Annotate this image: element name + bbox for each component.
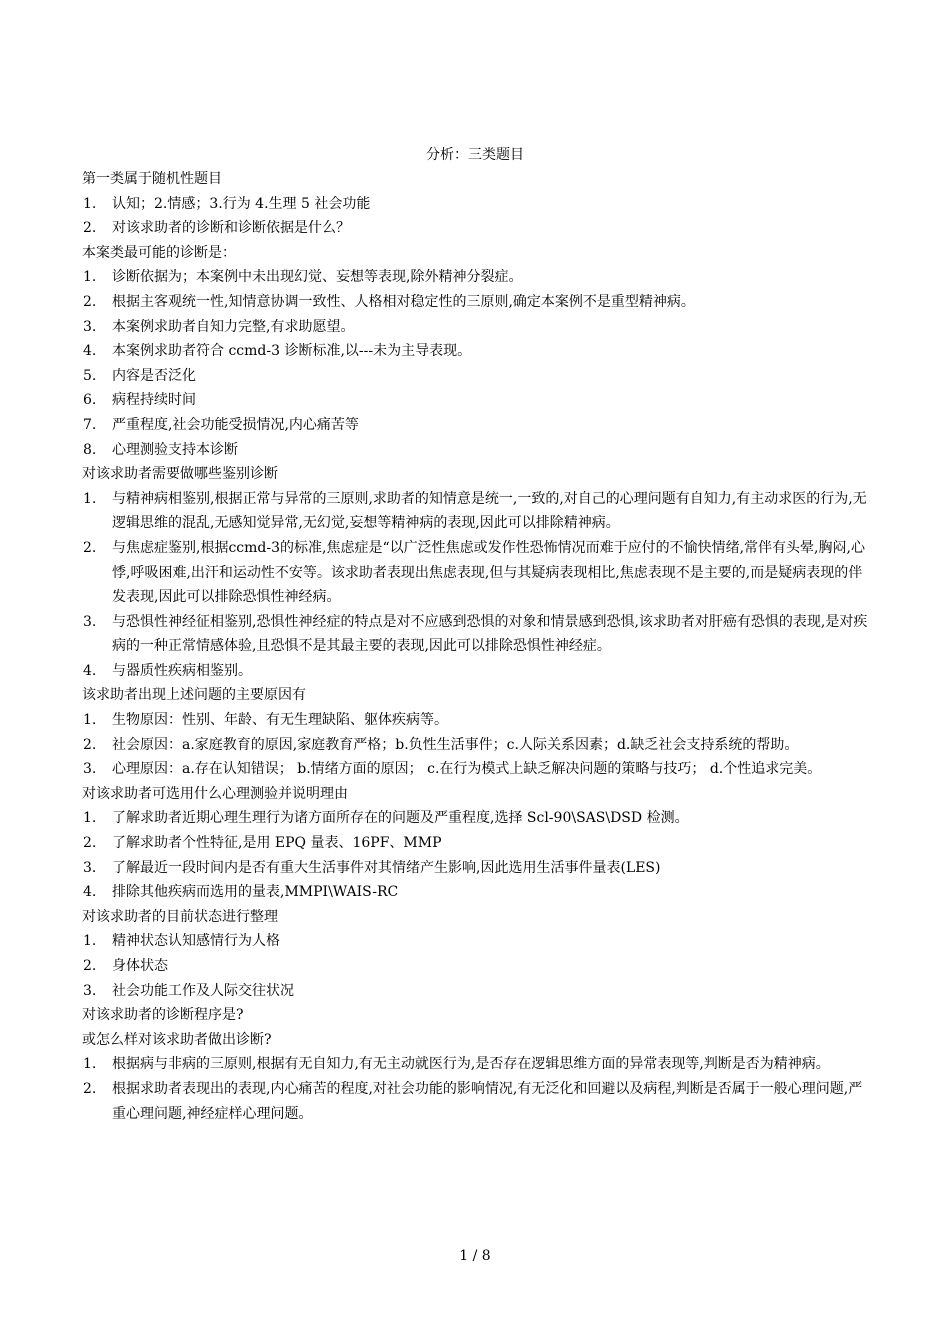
list-item — [82, 831, 872, 856]
list-item-text: 社会功能工作及人际交往状况 — [112, 982, 294, 999]
list-item — [82, 733, 872, 758]
page-title: 分析：三类题目 — [426, 147, 524, 163]
numbered-list — [82, 487, 872, 684]
numbered-list — [82, 192, 872, 241]
list-item — [82, 1052, 872, 1077]
numbered-list — [82, 1052, 872, 1126]
list-item-number: 2. — [83, 1080, 97, 1097]
list-item-text: 严重程度,社会功能受损情况,内心痛苦等 — [112, 416, 359, 433]
list-item-text: 根据病与非病的三原则,根据有无自知力,有无主动就医行为,是否存在逻辑思维方面的异常表现等,判断是否为精神病。 — [112, 1056, 830, 1073]
list-item-text: 本案例求助者自知力完整,有求助愿望。 — [112, 318, 355, 335]
list-item-text: 了解求助者近期心理生理行为诸方面所存在的问题及严重程度,选择 Scl-90\SAS\DSD 检测。 — [112, 810, 689, 827]
list-item — [82, 364, 872, 389]
list-item — [82, 413, 872, 438]
list-item-number: 2. — [83, 539, 97, 556]
list-item-number: 1. — [83, 195, 97, 212]
list-item-number: 2. — [83, 293, 97, 310]
page-number: 1 / 8 — [459, 1248, 491, 1264]
document-body — [82, 167, 872, 1126]
list-item-text: 社会原因：a.家庭教育的原因,家庭教育严格；b.负性生活事件；c.人际关系因素；d.缺乏社会支持系统的帮助。 — [112, 736, 799, 753]
list-item — [82, 856, 872, 881]
list-item-number: 1. — [83, 1056, 97, 1073]
list-item-text: 了解最近一段时间内是否有重大生活事件对其情绪产生影响,因此选用生活事件量表(LES) — [112, 859, 661, 876]
list-item-text: 了解求助者个性特征,是用 EPQ 量表、16PF、MMP — [112, 835, 442, 852]
list-item-text: 与器质性疾病相鉴别。 — [112, 662, 252, 679]
list-item — [82, 438, 872, 463]
section-heading: 本案类最可能的诊断是： — [82, 244, 236, 261]
list-item-number: 3. — [83, 982, 97, 999]
list-item-text: 病程持续时间 — [112, 392, 196, 409]
list-item — [82, 954, 872, 979]
list-item-number: 1. — [83, 810, 97, 827]
section-heading: 第一类属于随机性题目 — [82, 171, 222, 187]
list-item-text: 与精神病相鉴别,根据正常与异常的三原则,求助者的知情意是统一,一致的,对自己的心理问题有自知力,有主动求医的行为,无逻辑思维的混乱,无感知觉异常,无幻觉,妄想等精神病的表现,因此可以排除精神病。 — [112, 490, 867, 532]
list-item-text: 根据主客观统一性,知情意协调一致性、人格相对稳定性的三原则,确定本案例不是重型精神病。 — [112, 293, 695, 310]
numbered-list — [82, 265, 872, 462]
section-heading: 或怎么样对该求助者做出诊断? — [82, 1031, 272, 1048]
list-item — [82, 315, 872, 340]
list-item-text: 本案例求助者符合 ccmd-3 诊断标准,以---未为主导表现。 — [112, 343, 472, 360]
section-heading: 对该求助者可选用什么心理测验并说明理由 — [82, 785, 348, 802]
list-item-text: 心理测验支持本诊断 — [112, 441, 238, 458]
list-item — [82, 536, 872, 610]
list-item-number: 5. — [83, 367, 97, 384]
list-item-text: 根据求助者表现出的表现,内心痛苦的程度,对社会功能的影响情况,有无泛化和回避以及病程,判断是否属于一般心理问题,严重心理问题,神经症样心理问题。 — [112, 1080, 863, 1122]
list-item-number: 1. — [83, 712, 97, 729]
list-item — [82, 216, 872, 241]
list-item-number: 1. — [83, 490, 97, 507]
list-item-text: 与焦虑症鉴别,根据ccmd-3的标准,焦虑症是“以广泛性焦虑或发作性恐怖情况而难于应付的不愉快情绪,常伴有头晕,胸闷,心悸,呼吸困难,出汗和运动性不安等。该求助者表现出焦虑表现,但与其疑病表现相比,焦虑表现不是主要的,而是疑病表现的伴发表现,因此可以排除恐惧性神经病。 — [112, 539, 865, 606]
list-item — [82, 929, 872, 954]
list-item-text: 与恐惧性神经征相鉴别,恐惧性神经症的特点是对不应感到恐惧的对象和情景感到恐惧,该求助者对肝癌有恐惧的表现,是对疾病的一种正常情感体验,且恐惧不是其最主要的表现,因此可以排除恐惧性神经症。 — [112, 613, 868, 655]
list-item-number: 4. — [83, 662, 97, 679]
numbered-list — [82, 806, 872, 904]
list-item — [82, 487, 872, 536]
list-item — [82, 757, 872, 782]
list-item — [82, 806, 872, 831]
list-item-number: 4. — [83, 343, 97, 360]
list-item-number: 3. — [83, 318, 97, 335]
section-heading: 对该求助者的目前状态进行整理 — [82, 908, 278, 925]
list-item-text: 排除其他疾病而选用的量表,MMPI\WAIS-RC — [112, 884, 399, 901]
list-item-text: 精神状态认知感情行为人格 — [112, 933, 280, 950]
list-item — [82, 192, 872, 217]
section-heading: 该求助者出现上述问题的主要原因有 — [82, 687, 306, 704]
section-heading: 对该求助者需要做哪些鉴别诊断 — [82, 466, 278, 483]
list-item — [82, 979, 872, 1004]
section-heading: 对该求助者的诊断程序是? — [82, 1007, 244, 1024]
list-item-number: 2. — [83, 736, 97, 753]
list-item — [82, 1077, 872, 1126]
list-item-text: 心理原因：a.存在认知错误； b.情绪方面的原因； c.在行为模式上缺乏解决问题的策略与技巧； d.个性追求完美。 — [112, 761, 822, 778]
list-item — [82, 708, 872, 733]
list-item-text: 内容是否泛化 — [112, 367, 196, 384]
list-item-number: 2. — [83, 835, 97, 852]
numbered-list — [82, 929, 872, 1003]
list-item — [82, 265, 872, 290]
list-item-text: 认知；2.情感；3.行为 4.生理 5 社会功能 — [112, 195, 371, 212]
list-item-number: 2. — [83, 958, 97, 974]
list-item-text: 身体状态 — [112, 958, 168, 974]
list-item-number: 7. — [83, 416, 97, 433]
list-item-number: 3. — [83, 859, 97, 876]
list-item-number: 1. — [83, 269, 97, 286]
list-item — [82, 388, 872, 413]
list-item — [82, 659, 872, 684]
list-item-number: 2. — [83, 220, 97, 237]
list-item-text: 对该求助者的诊断和诊断依据是什么？ — [112, 220, 350, 237]
list-item — [82, 339, 872, 364]
list-item-number: 3. — [83, 613, 97, 630]
list-item-number: 4. — [83, 884, 97, 901]
list-item-text: 诊断依据为；本案例中未出现幻觉、妄想等表现,除外精神分裂症。 — [112, 269, 523, 286]
numbered-list — [82, 708, 872, 782]
list-item-number: 6. — [83, 392, 97, 409]
list-item-number: 1. — [83, 933, 97, 950]
list-item-number: 8. — [83, 441, 97, 458]
list-item — [82, 610, 872, 659]
list-item-text: 生物原因：性别、年龄、有无生理缺陷、躯体疾病等。 — [112, 712, 448, 729]
list-item — [82, 880, 872, 905]
list-item — [82, 290, 872, 315]
list-item-number: 3. — [83, 761, 97, 778]
